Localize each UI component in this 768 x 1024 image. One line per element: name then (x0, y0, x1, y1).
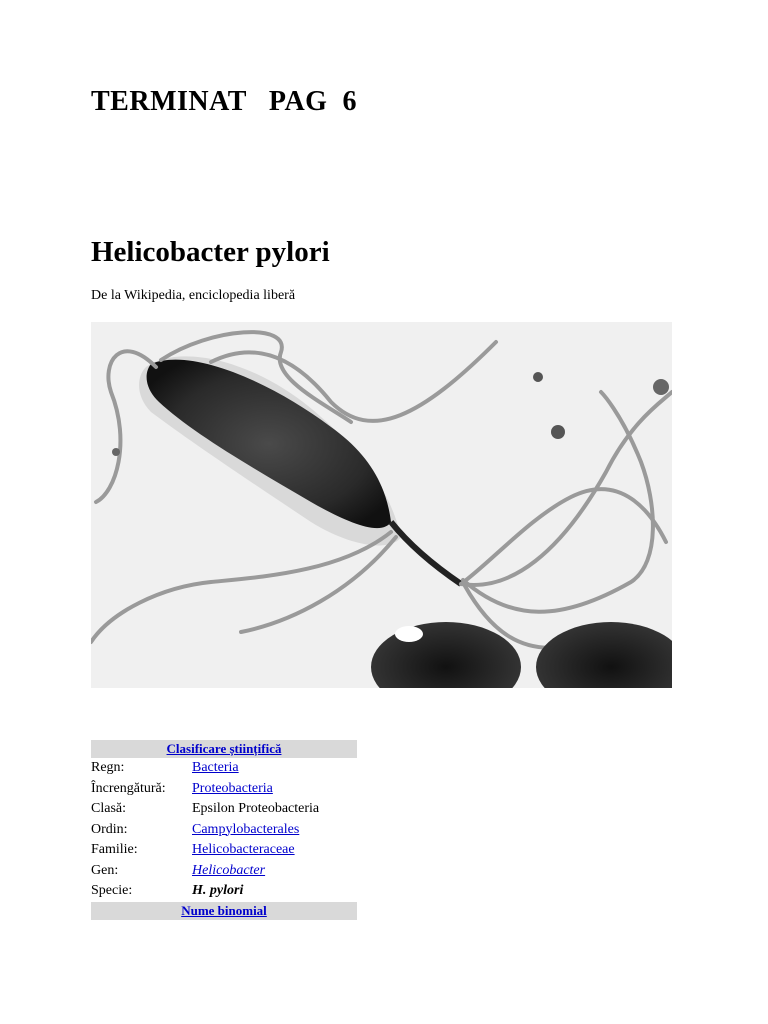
taxon-link[interactable]: Campylobacterales (192, 821, 300, 837)
taxonomy-row (91, 881, 357, 902)
article-title: Helicobacter pylori (91, 236, 330, 268)
taxonomy-row (91, 758, 357, 779)
taxonomy-row (91, 840, 357, 861)
taxon-link[interactable]: Helicobacteraceae (192, 842, 295, 857)
rank-label: Clasă: (91, 801, 126, 816)
speck (653, 379, 669, 395)
taxonomy-row (91, 820, 357, 841)
rank-label: Gen: (91, 862, 119, 878)
taxonomy-row (91, 861, 357, 882)
speck (112, 448, 120, 456)
speck (533, 372, 543, 382)
classification-link[interactable]: Clasificare științifică (166, 741, 282, 756)
bright-spot (395, 626, 423, 642)
speck (551, 425, 565, 439)
page-header: TERMINAT PAG 6 (91, 86, 357, 117)
taxonomy-infobox (91, 740, 357, 920)
classification-header (91, 740, 357, 758)
rank-label: Încrengătură: (91, 780, 166, 796)
taxonomy-row (91, 799, 357, 820)
taxon-link[interactable]: Bacteria (192, 760, 239, 775)
binomial-link[interactable]: Nume binomial (181, 902, 267, 918)
taxon-link[interactable]: Helicobacter (192, 862, 266, 878)
species-name: H. pylori (192, 883, 244, 898)
article-subtitle: De la Wikipedia, enciclopedia liberă (91, 288, 296, 303)
binomial-header (91, 902, 357, 920)
taxonomy-row (91, 779, 357, 800)
taxon-value: Epsilon Proteobacteria (192, 801, 320, 816)
rank-label: Familie: (91, 842, 138, 857)
taxon-link[interactable]: Proteobacteria (192, 780, 273, 796)
rank-label: Ordin: (91, 821, 128, 837)
micrograph-illustration (91, 322, 672, 688)
bacterium-micrograph (91, 322, 672, 688)
rank-label: Specie: (91, 883, 133, 898)
rank-label: Regn: (91, 760, 125, 775)
